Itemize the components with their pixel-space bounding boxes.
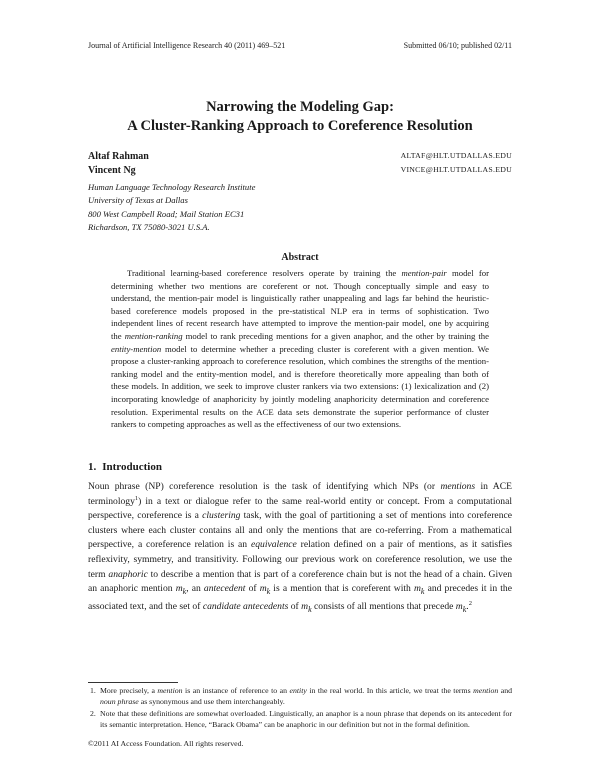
abstract-heading: Abstract: [281, 252, 319, 263]
copyright-notice: ©2011 AI Access Foundation. All rights reserved.: [88, 739, 244, 748]
title-line-1: Narrowing the Modeling Gap:: [206, 99, 394, 115]
footnote-number: 2.: [90, 709, 96, 718]
introduction-paragraph: Noun phrase (NP) coreference resolution is the task of identifying which NPs (or mentions in ACE terminology$^1$) in a text or dialogue refer to the same real-world entity or concept. From a computational perspective, coreference is a clustering task, with the goal of partitioning a set of mentions into coreference clusters where each cluster contains all and only the mentions that are co-referring. From a mathematical perspective, a coreference relation is an equivalence relation defined on a pair of mentions, as it satisfies reflexivity, symmetry, and transitivity. Following our previous work on coreference resolution, we use the term anaphoric to describe a mention that is part of a coreference chain but is not the head of a chain. Given an anaphoric mention $m_k$, an antecedent of $m_k$ is a mention that is coreferent with $m_k$ and precedes it in the associated text, and the set of candidate antecedents of $m_k$ consists of all mentions that precede $m_k.^2$: [88, 481, 513, 614]
section-heading: [88, 461, 168, 473]
journal-citation: Journal of Artificial Intelligence Research 40 (2011) 469–521: [88, 41, 286, 50]
section-title: Introduction: [102, 461, 162, 473]
section-number: 1.: [88, 461, 97, 473]
affiliation-line: University of Texas at Dallas: [88, 195, 188, 206]
title-line-2: A Cluster-Ranking Approach to Coreference Resolution: [127, 118, 473, 134]
affiliation-line: Richardson, TX 75080-3021 U.S.A.: [88, 222, 210, 233]
affiliation-block: [88, 181, 255, 235]
running-head: [88, 41, 512, 50]
author-email: ALTAF@HLT.UTDALLAS.EDU: [400, 151, 512, 160]
footnote-ref-2[interactable]: 2: [468, 599, 472, 607]
abstract-text: Traditional learning-based coreference resolvers operate by training the mention-pair model for determining whether two mentions are coreferent or not. Though conceptually simple and easy to understand, the mention-pair model is linguistically rather unappealing and lags far behind the heuristic-based coreference models proposed in the pre-statistical NLP era in terms of sophistication. Two independent lines of recent research have attempted to improve the mention-pair model, one by acquiring the mention-ranking model to rank preceding mentions for a given anaphor, and the other by training the entity-mention model to determine whether a preceding cluster is coreferent with a given mention. We propose a cluster-ranking approach to coreference resolution, which combines the strengths of the mention-ranking model and the entity-mention model, and is therefore theoretically more appealing than both of these models. In addition, we seek to improve cluster rankers via two extensions: (1) lexicalization and (2) incorporating knowledge of anaphoricity by jointly modeling anaphoricity determination and coreference resolution. Experimental results on the ACE data sets demonstrate the superior performance of cluster rankers to competing approaches as well as the effectiveness of our two extensions.: [111, 268, 489, 430]
author-email: VINCE@HLT.UTDALLAS.EDU: [400, 165, 512, 174]
affiliation-line: 800 West Campbell Road; Mail Station EC31: [88, 208, 245, 219]
footnote-rule: [88, 682, 178, 683]
footnote-number: 1.: [90, 686, 96, 695]
author-name: Altaf Rahman: [88, 151, 149, 162]
affiliation-line: Human Language Technology Research Institute: [88, 182, 256, 192]
footnote-1: 1. More precisely, a mention is an instance of reference to an entity in the real world. In this article, we treat the terms mention and noun phrase as synonymous and use them interchangeably.: [90, 686, 512, 706]
author-name: Vincent Ng: [88, 165, 136, 176]
author-row-1: [88, 151, 512, 162]
footnote-ref-1[interactable]: 1: [134, 494, 139, 502]
author-row-2: [88, 165, 512, 176]
paper-title: [60, 98, 540, 136]
footnote-2: 2. Note that these definitions are somewhat overloaded. Linguistically, an anaphor is a noun phrase that depends on its antecedent for its semantic interpretation. Hence, “Barack Obama” can be anaphoric in our definition but not in the formal definition.: [90, 709, 512, 729]
submission-dates: Submitted 06/10; published 02/11: [403, 41, 512, 50]
